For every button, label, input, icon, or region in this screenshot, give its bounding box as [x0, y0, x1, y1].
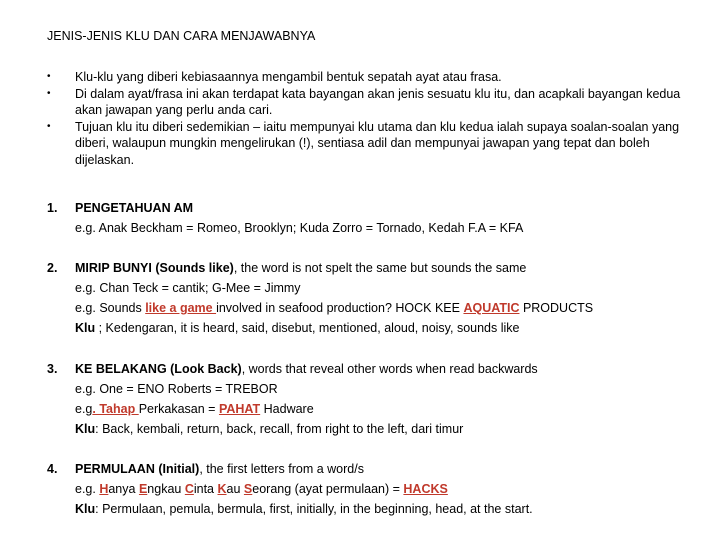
item-number: 4. [47, 462, 58, 476]
item-number: 3. [47, 362, 58, 376]
klu-text: : Back, kembali, return, back, recall, from right to the left, dari timur [95, 422, 464, 436]
page-title: JENIS-JENIS KLU DAN CARA MENJAWABNYA [47, 29, 316, 43]
item-example: e.g. Anak Beckham = Romeo, Brooklyn; Kuda Zorro = Tornado, Kedah F.A = KFA [75, 221, 524, 235]
bullet-item [47, 86, 687, 119]
example-text: PRODUCTS [519, 301, 594, 315]
example-part: eorang (ayat permulaan) = [252, 482, 404, 496]
example-part: H [99, 482, 109, 496]
example-part: HACKS [403, 482, 448, 496]
bullet-item [47, 69, 687, 86]
item-heading-rest: , the first letters from a word/s [199, 462, 364, 476]
item-example: e.g. One = ENO Roberts = TREBOR [75, 382, 278, 396]
example-text: e.g [75, 402, 93, 416]
example-part: e.g. [75, 482, 100, 496]
bullet-text: Tujuan klu itu diberi sedemikian – iaitu mempunyai klu utama dan klu kedua ialah supaya soalan-soalan yang diberi, walaupun mungkin mengelirukan (!), sentiasa adil dan mempunyai jawapan yang tepat dan boleh dijelaskan. [75, 119, 680, 167]
item-heading: PENGETAHUAN AM [75, 201, 194, 215]
example-text: e.g. Sounds [75, 301, 146, 315]
example-part: S [243, 482, 253, 496]
item-heading: MIRIP BUNYI (Sounds like) [75, 261, 234, 275]
bullet-icon: • [47, 71, 51, 82]
item-number: 2. [47, 261, 58, 275]
bullet-icon: • [47, 87, 51, 99]
item-klu [75, 419, 697, 439]
klu-label: Klu [75, 502, 96, 516]
klu-text: : Permulaan, pemula, bermula, first, initially, in the beginning, head, at the start. [95, 502, 533, 516]
example-text: Hadware [260, 402, 314, 416]
item-heading: PERMULAAN (Initial) [75, 462, 200, 476]
item-number: 1. [47, 201, 58, 215]
clue-type-sounds-like [47, 258, 697, 338]
clue-type-general-knowledge [47, 198, 697, 238]
example-text: involved in seafood production? HOCK KEE [216, 301, 464, 315]
klu-text: ; Kedengaran, it is heard, said, disebut, mentioned, aloud, noisy, sounds like [95, 321, 520, 335]
example-part: anya [108, 482, 139, 496]
example-part: K [217, 482, 227, 496]
item-heading: KE BELAKANG (Look Back) [75, 362, 242, 376]
example-part: au [226, 482, 244, 496]
example-part: C [184, 482, 194, 496]
example-text: Perkakasan = [138, 402, 219, 416]
item-example [75, 399, 697, 419]
bullet-text: Di dalam ayat/frasa ini akan terdapat kata bayangan akan jenis sesuatu klu itu, dan acapkali bayangan kedua akan jawapan yang perlu anda cari. [75, 86, 681, 117]
item-heading-rest: , words that reveal other words when read backwards [241, 362, 538, 376]
highlight-text: . Tahap [92, 402, 139, 416]
item-example [75, 298, 697, 318]
item-example [75, 479, 697, 499]
example-part: inta [193, 482, 218, 496]
klu-label: Klu [75, 321, 96, 335]
item-heading-rest: , the word is not spelt the same but sounds the same [233, 261, 527, 275]
item-klu [75, 499, 697, 519]
bullet-icon: • [47, 120, 51, 132]
bullet-item [47, 119, 687, 169]
example-part: ngkau [147, 482, 185, 496]
highlight-text: AQUATIC [463, 301, 520, 315]
klu-label: Klu [75, 422, 96, 436]
clue-type-look-back [47, 359, 697, 439]
highlight-text: PAHAT [218, 402, 261, 416]
highlight-text: like a game [145, 301, 217, 315]
clue-type-initial [47, 459, 697, 519]
bullet-text: Klu-klu yang diberi kebiasaannya mengambil bentuk sepatah ayat atau frasa. [75, 70, 502, 84]
item-klu [75, 318, 697, 338]
item-example: e.g. Chan Teck = cantik; G-Mee = Jimmy [75, 281, 301, 295]
bullet-list [47, 69, 687, 168]
example-part: E [138, 482, 148, 496]
